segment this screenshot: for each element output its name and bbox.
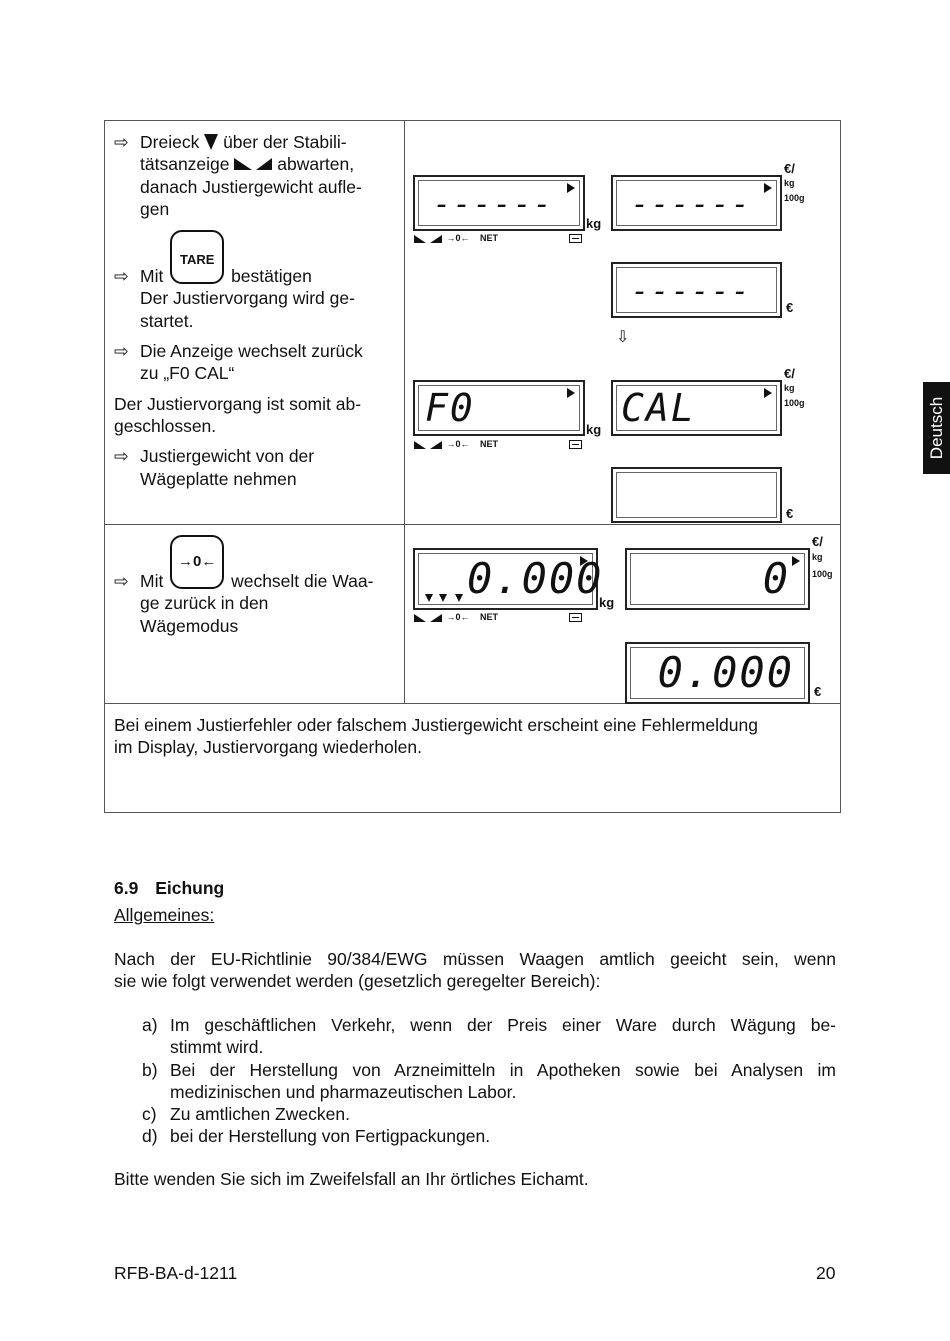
stable-marker-icon <box>580 556 588 566</box>
lcd-total-dashes <box>611 262 782 318</box>
unit-euro: € <box>786 300 794 315</box>
regulated-uses-list <box>142 1014 836 1148</box>
unit-small-kg: kg <box>812 552 823 562</box>
note-complete: Der Justiervorgang ist somit ab- geschlossen. <box>114 393 362 436</box>
footer-page-number: 20 <box>816 1263 836 1283</box>
step-display-returns: ⇨ Die Anzeige wechselt zurück zu „F0 CAL“ <box>114 341 363 384</box>
zero-indicator: →0← <box>446 233 470 243</box>
lcd-total-zero <box>625 642 810 704</box>
battery-icon <box>569 234 582 243</box>
lcd-weight-f0-value: F0 <box>425 386 475 430</box>
step-arrow-icon: ⇨ <box>114 446 129 467</box>
unit-euro-per: €/ <box>784 366 795 381</box>
net-indicator: NET <box>480 439 499 449</box>
language-tab-label: Deutsch <box>926 396 946 460</box>
down-triangle-icon <box>455 594 463 602</box>
instruction-cell-1 <box>114 131 399 490</box>
step-arrow-icon: ⇨ <box>114 132 129 152</box>
net-indicator: NET <box>480 612 499 622</box>
down-triangle-icon <box>425 594 433 602</box>
stability-indicator-icon <box>414 235 444 243</box>
step-confirm-tare: ⇨ Mit TARE bestätigen Der Justiervorgang wird ge- startet. <box>114 230 399 332</box>
unit-euro: € <box>786 506 794 521</box>
step-wait-stability: ⇨ Dreieck über der Stabili- tätsanzeige abwarten, danach Justiergewicht aufle- gen <box>114 132 362 219</box>
unit-small-kg: kg <box>784 178 795 188</box>
list-item: b) Bei der Herstellung von Arzneimitteln in Apotheken sowie bei Analysen im medizinischen und pharmazeutischen Labor. <box>142 1059 836 1102</box>
status-row <box>414 233 589 243</box>
lcd-price-dashes <box>611 175 782 231</box>
section-paragraph: Nach der EU-Richtlinie 90/384/EWG müssen Waagen amtlich geeicht sein, wenn sie wie folgt verwendet werden (gesetzlich geregelter Bereich): <box>114 949 836 992</box>
unit-kg: kg <box>586 422 602 437</box>
table-col-divider <box>404 120 405 704</box>
net-indicator: NET <box>480 233 499 243</box>
lcd-price-dashes-value: ------ <box>631 187 752 222</box>
section-heading <box>114 877 224 899</box>
lcd-weight-zero-value: 0.000 <box>467 554 604 603</box>
stability-indicator-icon <box>414 441 444 449</box>
list-item: d) bei der Herstellung von Fertigpackungen. <box>142 1126 491 1147</box>
lcd-price-cal-value: CAL <box>621 386 696 430</box>
language-tab <box>923 382 950 474</box>
step-arrow-icon: ⇨ <box>114 571 129 591</box>
stable-marker-icon <box>764 388 772 398</box>
stable-marker-icon <box>567 388 575 398</box>
lcd-weight-zero <box>413 548 604 610</box>
status-row <box>414 612 594 622</box>
stable-marker-icon <box>792 556 800 566</box>
step-arrow-icon: ⇨ <box>114 341 129 362</box>
lcd-total-zero-value: 0.000 <box>657 648 794 697</box>
error-note: Bei einem Justierfehler oder falschem Justiergewicht erscheint eine Fehlermeldung im Display, Justiervorgang wiederholen. <box>114 715 758 758</box>
stable-marker-icon <box>764 183 772 193</box>
unit-kg: kg <box>599 595 615 610</box>
instruction-cell-2: ⇨ Mit →0← wechselt die Waa- ge zurück in den Wägemodus <box>114 535 399 637</box>
lcd-price-zero <box>625 548 810 610</box>
section-subtitle: Allgemeines: <box>114 905 215 925</box>
unit-euro: € <box>814 684 822 699</box>
section-title: Eichung <box>155 878 225 898</box>
lcd-weight-dashes-value: ------ <box>433 187 554 222</box>
lcd-price-zero-value: 0 <box>762 554 790 603</box>
unit-small-100g: 100g <box>784 398 805 408</box>
list-item: c) Zu amtlichen Zwecken. <box>142 1104 350 1125</box>
zero-indicator: →0← <box>446 439 470 449</box>
zero-indicator: →0← <box>446 612 470 622</box>
lcd-price-cal <box>611 380 782 436</box>
lcd-weight-f0 <box>413 380 585 436</box>
unit-small-kg: kg <box>784 383 795 393</box>
status-row <box>414 439 589 449</box>
list-item: a) Im geschäftlichen Verkehr, wenn der Preis einer Ware durch Wägung be- stimmt wird. <box>142 1015 836 1058</box>
down-triangle-icon <box>439 594 447 602</box>
step-remove-weight: ⇨ Justiergewicht von der Wägeplatte nehmen <box>114 446 315 489</box>
lcd-total-dashes-value: ------ <box>631 274 752 309</box>
footer-doc-id: RFB-BA-d-1211 <box>114 1263 238 1283</box>
down-arrow-icon: ⇩ <box>616 329 630 346</box>
unit-small-100g: 100g <box>812 569 833 579</box>
closing-sentence: Bitte wenden Sie sich im Zweifelsfall an Ihr örtliches Eichamt. <box>114 1169 589 1189</box>
stability-indicator-icon <box>234 153 272 165</box>
down-triangle-icon <box>204 134 218 150</box>
unit-small-100g: 100g <box>784 193 805 203</box>
unit-euro-per: €/ <box>784 161 795 176</box>
unit-kg: kg <box>586 216 602 231</box>
lcd-weight-dashes <box>413 175 585 231</box>
table-row-divider-1 <box>104 524 841 525</box>
stable-marker-icon <box>567 183 575 193</box>
tare-key-icon: TARE <box>170 230 224 284</box>
lcd-total-blank <box>611 467 782 523</box>
zero-key-icon: →0← <box>170 535 224 589</box>
battery-icon <box>569 440 582 449</box>
step-arrow-icon: ⇨ <box>114 266 129 287</box>
stability-indicator-icon <box>414 614 444 622</box>
section-number: 6.9 <box>114 878 139 898</box>
unit-euro-per: €/ <box>812 534 823 549</box>
battery-icon <box>569 613 582 622</box>
